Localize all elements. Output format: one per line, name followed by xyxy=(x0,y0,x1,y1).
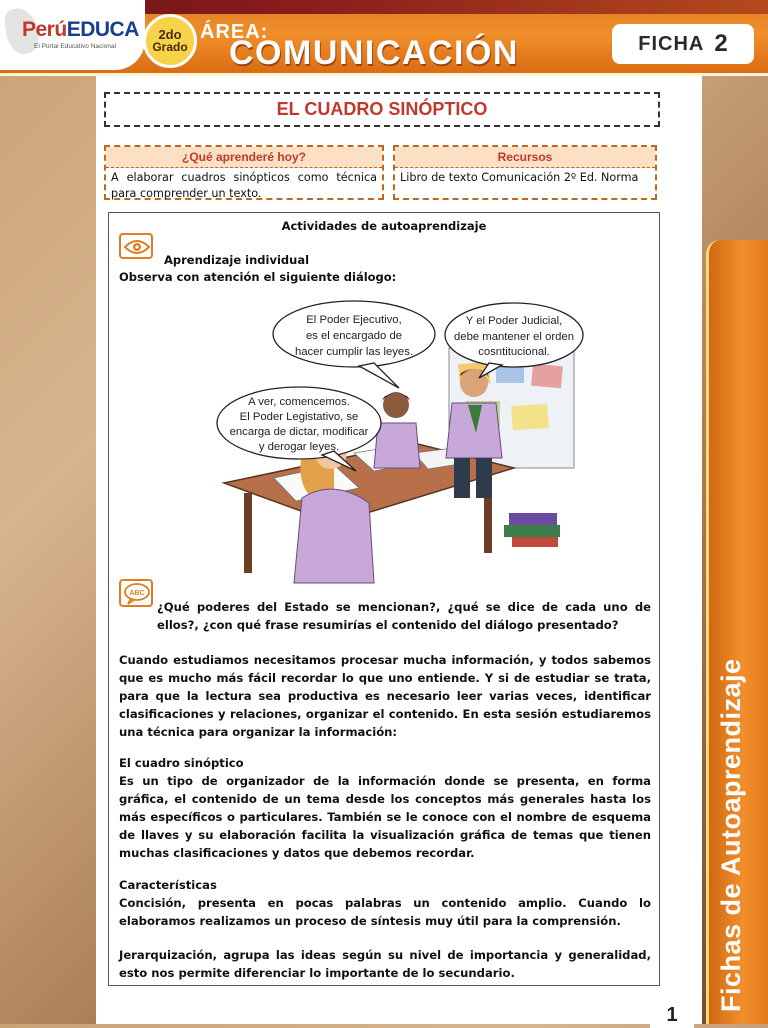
ficha-badge xyxy=(612,24,754,64)
instruction-text: Observa con atención el siguiente diálogo: xyxy=(119,270,397,284)
bubble-middle-line3: hacer cumplir las leyes. xyxy=(294,346,414,358)
logo-tagline: El Portal Educativo Nacional xyxy=(34,43,117,50)
activities-panel xyxy=(108,212,660,986)
page-header xyxy=(0,0,768,76)
reflection-question: ¿Qué poderes del Estado se mencionan?, ¿qué se dice de cada uno de ellos?, ¿con qué frase resumirías el contenido del diálogo presentado? xyxy=(157,600,651,632)
intro-paragraph: Cuando estudiamos necesitamos procesar mucha información, y todos sabemos que es mucho más fácil recordar lo que uno entiende. Y si de estudiar se trata, para que la lectura sea productiva es necesario leer varias veces, identificar clasificaciones y relaciones, organizar el contenido. En esta sesión estudiaremos una técnica para organizar la información: xyxy=(119,653,651,739)
caracteristicas-heading: Características xyxy=(119,878,217,892)
eye-icon xyxy=(119,233,153,259)
subject-title: COMUNICACIÓN xyxy=(229,34,519,72)
dialogue-illustration xyxy=(184,293,584,593)
bubble-left-line2: El Poder Legistativo, se xyxy=(239,411,359,423)
svg-text:ABC: ABC xyxy=(129,590,145,597)
jerarquizacion-paragraph: Jerarquización, agrupa las ideas según su nivel de importancia y generalidad, esto nos permite diferenciar lo importante de lo secundario. xyxy=(119,948,651,980)
objective-heading: ¿Qué aprenderé hoy? xyxy=(106,147,382,168)
cuadro-heading: El cuadro sinóptico xyxy=(119,756,244,770)
logo xyxy=(0,0,145,70)
bubble-right-line3: cosntitucional. xyxy=(478,346,550,358)
bubble-right-line2: debe mantener el orden xyxy=(454,331,574,343)
bubble-middle-line1: El Poder Ejecutivo, xyxy=(306,314,402,326)
bubble-right-line1: Y el Poder Judicial, xyxy=(465,315,563,327)
grade-badge: 2do Grado xyxy=(143,14,197,68)
individual-heading: Aprendizaje individual xyxy=(164,253,310,267)
resources-text: Libro de texto Comunicación 2º Ed. Norma xyxy=(400,171,639,184)
concision-paragraph: Concisión, presenta en pocas palabras un contenido amplio. Cuando lo elaboramos realizamos un proceso de síntesis muy útil para la comprensión. xyxy=(119,896,651,928)
page-title: EL CUADRO SINÓPTICO xyxy=(104,92,660,127)
bubble-left-line1: A ver, comencemos. xyxy=(248,396,350,408)
logo-text: PerúEDUCA xyxy=(22,18,139,41)
bubble-left-line3: encarga de dictar, modificar xyxy=(229,426,369,438)
resources-box xyxy=(393,145,657,200)
activities-title: Actividades de autoaprendizaje xyxy=(281,219,487,233)
bubble-middle-line2: es el encargado de xyxy=(305,330,403,342)
objective-box xyxy=(104,145,384,200)
ficha-label: FICHA xyxy=(638,32,705,55)
objective-text: A elaborar cuadros sinópticos como técnica para comprender un texto. xyxy=(111,171,377,200)
bubble-left-line4: y derogar leyes. xyxy=(258,441,340,453)
side-tab-label: Fichas de Autoaprendizaje xyxy=(716,658,746,1012)
resources-heading: Recursos xyxy=(395,147,655,168)
area-label: ÁREA: xyxy=(200,21,269,43)
speech-bubble-middle xyxy=(273,301,435,388)
page-number: 1 xyxy=(650,1004,694,1028)
cuadro-paragraph: Es un tipo de organizador de la información donde se presenta, en forma gráfica, el contenido de un tema desde los conceptos más generales hasta los más específicos o particulares. También se le conoce con el nombre de esquema de llaves y su elaboración facilita la visualización gráfica de temas que tienen muchas clasificaciones y datos que debemos recordar. xyxy=(119,774,651,860)
ficha-number: 2 xyxy=(714,30,728,57)
